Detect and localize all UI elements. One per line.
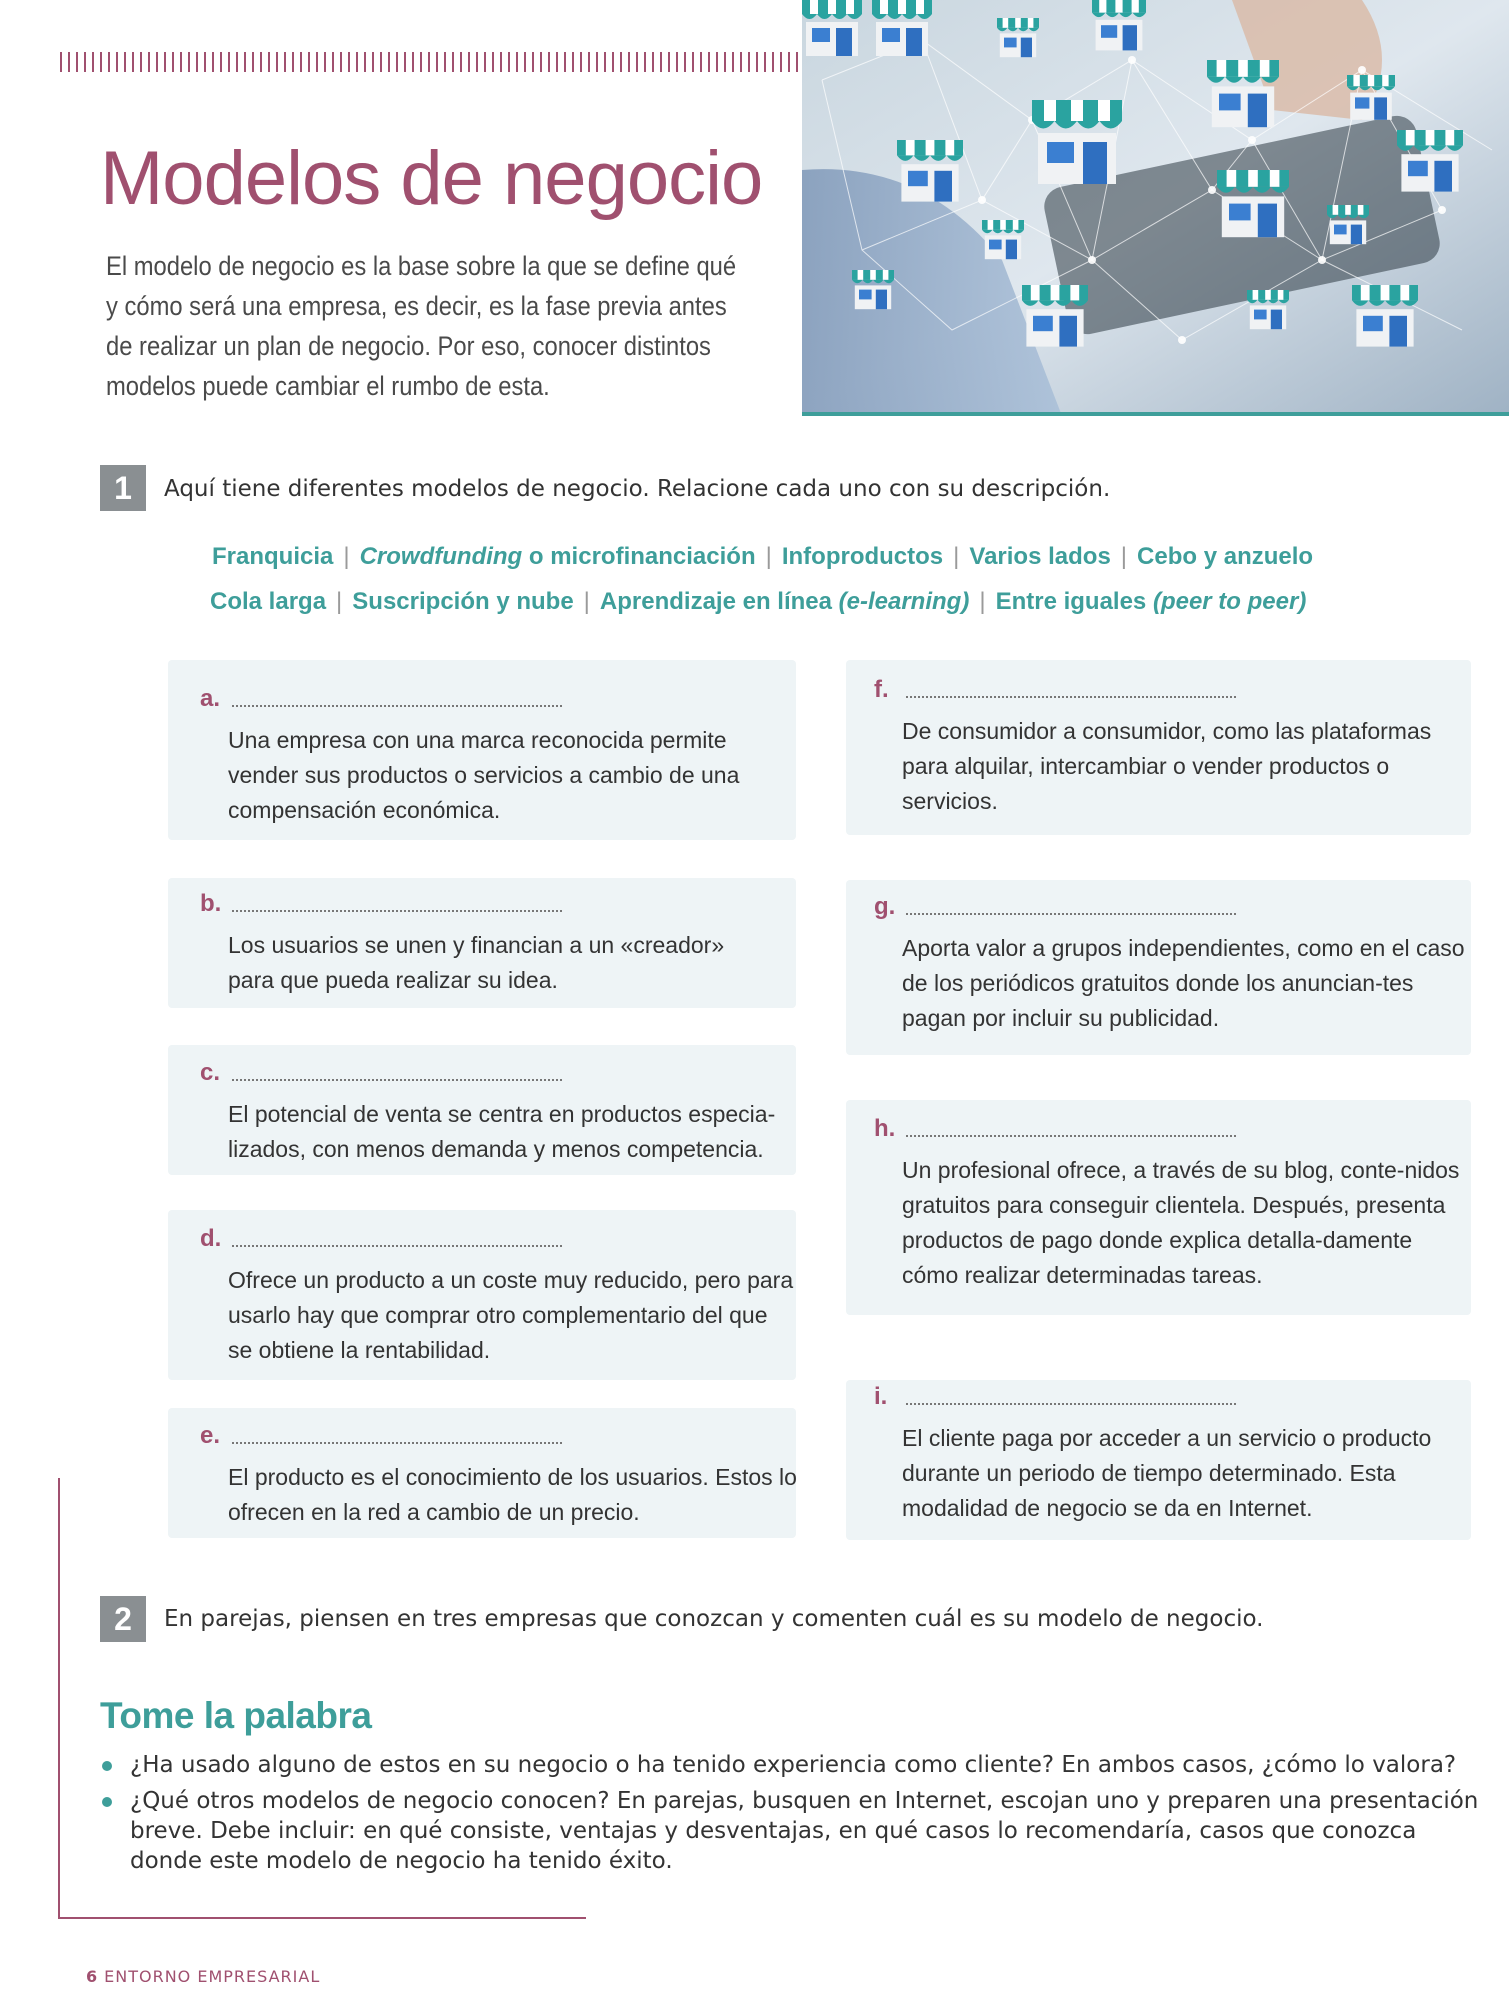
list-item: [100, 1786, 1480, 1876]
option-infoproductos: Infoproductos: [781, 543, 944, 570]
item-letter: g.: [874, 893, 896, 920]
option-entre-iguales-italic: (peer to peer): [1152, 588, 1307, 615]
answer-blank[interactable]: [232, 910, 562, 912]
item-letter: h.: [874, 1115, 896, 1142]
option-crowdfunding: o microfinanciación: [522, 543, 756, 570]
bullet-text: ¿Qué otros modelos de negocio conocen? En parejas, busquen en Internet, escojan uno y preparen una presentación breve. Debe incluir: en qué consiste, ventajas y desventajas, en qué casos lo recomendaría, casos que conozca donde este modelo de negocio ha tenido éxito.: [130, 1788, 1479, 1874]
bullet-icon: [102, 1797, 112, 1807]
bullet-icon: [102, 1761, 112, 1771]
answer-blank[interactable]: [906, 696, 1236, 698]
list-item: [100, 1750, 1480, 1780]
option-aprendizaje: Aprendizaje en línea: [599, 588, 839, 615]
option-cebo-anzuelo: Cebo y anzuelo: [1137, 543, 1314, 570]
answer-blank[interactable]: [232, 1079, 562, 1081]
item-description: Los usuarios se unen y financian a un «creador» para que pueda realizar su idea.: [228, 932, 725, 993]
option-varios-lados: Varios lados: [969, 543, 1111, 570]
answer-blank[interactable]: [906, 1403, 1236, 1405]
options-row-2: [210, 588, 1306, 616]
item-description: Un profesional ofrece, a través de su blog, conte-nidos gratuitos para conseguir clientela. Después, presenta productos de pago donde explica detalla-damente cómo realizar determinadas tareas.: [902, 1157, 1460, 1288]
option-separator: |: [765, 543, 772, 570]
item-letter: e.: [200, 1422, 221, 1449]
option-cola-larga: Cola larga: [210, 588, 327, 615]
item-description: El cliente paga por acceder a un servicio o producto durante un periodo de tiempo determinado. Esta modalidad de negocio se da en Internet.: [902, 1425, 1432, 1521]
item-description: Aporta valor a grupos independientes, como en el caso de los periódicos gratuitos donde los anuncian-tes pagan por incluir su publicidad.: [902, 935, 1465, 1031]
intro-text: El modelo de negocio es la base sobre la que se define qué y cómo será una empresa, es decir, es la fase previa antes de realizar un plan de negocio. Por eso, conocer distintos modelos puede cambiar el rumbo de esta.: [106, 251, 737, 401]
exercise-2-instruction: En parejas, piensen en tres empresas que conozcan y comenten cuál es su modelo de negocio.: [164, 1606, 1264, 1632]
item-description: Una empresa con una marca reconocida permite vender sus productos o servicios a cambio de una compensación económica.: [228, 727, 740, 823]
item-letter: b.: [200, 890, 222, 917]
item-letter: i.: [874, 1383, 888, 1410]
exercise-1-number: 1: [100, 465, 146, 511]
item-description: El potencial de venta se centra en productos especia-lizados, con menos demanda y menos competencia.: [228, 1101, 776, 1162]
page-footer: [86, 1967, 320, 1986]
option-aprendizaje-italic: (e-learning): [838, 588, 970, 615]
bullet-text: ¿Ha usado alguno de estos en su negocio o ha tenido experiencia como cliente? En ambos casos, ¿cómo lo valora?: [130, 1752, 1457, 1778]
online-shops-network-icon: [802, 0, 1509, 416]
answer-blank[interactable]: [232, 1442, 562, 1444]
item-description: De consumidor a consumidor, como las plataformas para alquilar, intercambiar o vender productos o servicios.: [902, 718, 1432, 814]
item-letter: d.: [200, 1225, 222, 1252]
option-separator: |: [583, 588, 590, 615]
item-letter: f.: [874, 676, 889, 703]
exercise-2-number: 2: [100, 1596, 146, 1642]
decorative-frame-line: [58, 1917, 586, 1919]
option-crowdfunding-italic: Crowdfunding: [359, 543, 523, 570]
option-franquicia: Franquicia: [212, 543, 334, 570]
item-letter: c.: [200, 1059, 221, 1086]
answer-blank[interactable]: [906, 913, 1236, 915]
section-name: ENTORNO EMPRESARIAL: [104, 1967, 321, 1986]
discussion-list: [100, 1750, 1480, 1882]
answer-blank[interactable]: [906, 1135, 1236, 1137]
item-description: Ofrece un producto a un coste muy reducido, pero para usarlo hay que comprar otro complementario del que se obtiene la rentabilidad.: [228, 1267, 794, 1363]
option-separator: |: [336, 588, 343, 615]
option-separator: |: [953, 543, 960, 570]
option-separator: |: [343, 543, 350, 570]
page-title: Modelos de negocio: [100, 136, 763, 221]
decorative-frame-line: [58, 1478, 60, 1918]
exercise-1-instruction: Aquí tiene diferentes modelos de negocio. Relacione cada uno con su descripción.: [164, 476, 1111, 502]
decorative-stripe-rule: [60, 52, 800, 72]
page-number: 6: [86, 1967, 99, 1986]
item-description: El producto es el conocimiento de los usuarios. Estos lo ofrecen en la red a cambio de un precio.: [228, 1464, 797, 1525]
answer-blank[interactable]: [232, 1245, 562, 1247]
option-suscripcion: Suscripción y nube: [352, 588, 574, 615]
item-letter: a.: [200, 685, 221, 712]
option-separator: |: [1120, 543, 1128, 570]
answer-blank[interactable]: [232, 705, 562, 707]
option-entre-iguales: Entre iguales: [995, 588, 1153, 615]
option-separator: |: [979, 588, 986, 615]
section-title-tome-la-palabra: Tome la palabra: [100, 1695, 372, 1736]
options-row-1: [212, 543, 1313, 571]
